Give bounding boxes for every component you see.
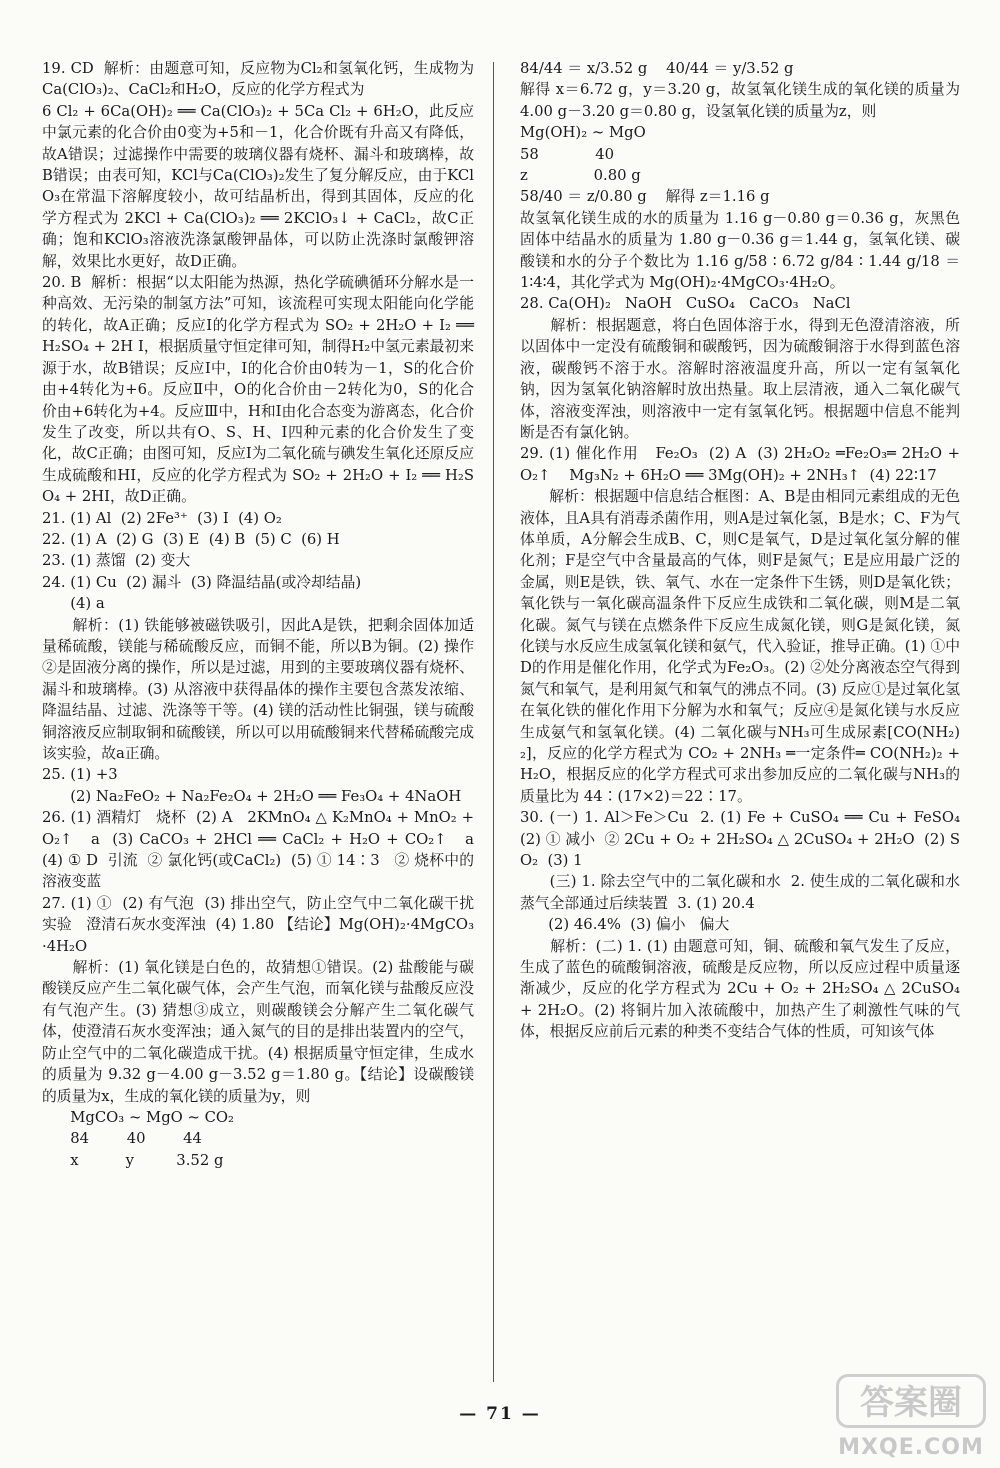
ratio-equations: 84/44 ＝ x/3.52 g 40/44 ＝ y/3.52 g xyxy=(520,60,794,77)
page-number: — 71 — xyxy=(459,1404,541,1424)
answer-27-unknowns: x y 3.52 g xyxy=(42,1151,224,1169)
left-column xyxy=(42,58,484,1171)
answer-20: 20. B 解析：根据“以太阳能为热源，热化学硫碘循环分解水是一种高效、无污染的制氢方法”可知，该流程可实现太阳能向化学能的转化，故A正确；反应Ⅰ的化学方程式为 SO₂ + 2H₂O + I₂ ══ H₂SO₄ + 2H I，根据质量守恒定律可知，制得H₂中氢元素最初来源于水，故B错误；反应Ⅰ中，I的化合价由0转为－1，S的化合价由+4转化为+6。反应Ⅱ中，O的化合价由－2转化为0，S的化合价由+6转化为+4。反应Ⅲ中，H和I由化合态变为游离态，化合价发生了改变，所以共有O、S、H、I四种元素的化合价发生了变化，故C正确；由图可知，反应Ⅰ为二氧化硫与碘发生氧化还原反应生成硫酸和HI，反应的化学方程式为 SO₂ + 2H₂O + I₂ ══ H₂SO₄ + 2HI，故D正确。 xyxy=(42,274,479,506)
right-column xyxy=(520,58,970,1043)
answer-21: 21. (1) Al (2) 2Fe³⁺ (3) I (4) O₂ xyxy=(42,509,282,527)
answer-27-masses: 84 40 44 xyxy=(42,1130,202,1148)
solve-z: 58/40 ＝ z/0.80 g 解得 z＝1.16 g xyxy=(520,188,770,206)
answer-27: 27. (1) ① (2) 有气泡 (3) 排出空气，防止空气中二氧化碳干扰实验 澄清石灰水变浑浊 (4) 1.80 【结论】Mg(OH)₂·4MgCO₃·4H₂O xyxy=(42,894,474,955)
answer-29-analysis: 解析：根据题中信息结合框图：A、B是由相同元素组成的无色液体，且A具有消毒杀菌作用，则A是过氧化氢，B是水；C、F为气体单质，A分解会生成B、C，则C是氧气，D是过氧化氢分解的催化剂；F是空气中含量最高的气体，则F是氮气；E是应用最广泛的金属，则E是铁，铁、氧气、水在一定条件下生锈，则D是氧化铁；氧化铁与一氧化碳高温条件下反应生成铁和二氧化碳，则M是二氧化碳。氮气与镁在点燃条件下反应生成氮化镁，则G是氮化镁，氮化镁与水反应生成氢氧化镁和氨气，代入验证，推导正确。(1) ①中D的作用是催化作用，化学式为Fe₂O₃。(2) ②处分离液态空气得到氮气和氧气，是利用氮气和氧气的沸点不同。(3) 反应①是过氧化氢在氧化铁的催化作用下分解为水和氧气；反应④是氮化镁与水反应生成氨气和氢氧化镁。(4) 二氧化碳与NH₃可生成尿素[CO(NH₂)₂]，反应的化学方程式为 CO₂ + 2NH₃ ═一定条件═ CO(NH₂)₂ + H₂O，根据反应的化学方程式可求出参加反应的二氧化碳与NH₃的质量比为 44∶(17×2)＝22∶17。 xyxy=(520,488,965,805)
answer-19-equation: 6 Cl₂ + 6Ca(OH)₂ ══ Ca(ClO₃)₂ + 5Ca Cl₂ + 6H₂O，此反应中氯元素的化合价由0变为+5和－1，化合价既有升高又有降低，故A错误；过滤操作中需要的玻璃仪器有烧杯、漏斗和玻璃棒，故B错误；由表可知，KCl与Ca(ClO₃)₂发生了复分解反应，由于KClO₃在常温下溶解度较小，故可结晶析出，得到其固体，反应的化学方程式为 2KCl + Ca(ClO₃)₂ ══ 2KClO₃↓ + CaCl₂，故C正确；饱和KClO₃溶液洗涤氯酸钾晶体，可以防止洗涤时氯酸钾溶解，效果比水更好，故D正确。 xyxy=(42,102,474,270)
answer-29: 29. (1) 催化作用 Fe₂O₃ (2) A (3) 2H₂O₂ ═Fe₂O₃═ 2H₂O + O₂↑ Mg₃N₂ + 6H₂O ══ 3Mg(OH)₂ + 2NH₃↑ (4) 22∶17 xyxy=(520,445,965,484)
answer-30-analysis: 解析：(二) 1. (1) 由题意可知，铜、硫酸和氧气发生了反应，生成了蓝色的硫酸铜溶液，硫酸是反应物，所以反应过程中质量逐渐减少，反应的化学方程式为 2Cu + O₂ + 2H₂SO₄ △ 2CuSO₄ + 2H₂O。(2) 将铜片加入浓硫酸中，加热产生了刺激性气味的气体，根据反应前后元素的种类不变结合气体的性质，可知该气体 xyxy=(520,937,965,1041)
answer-19: 19. CD 解析：由题意可知，反应物为Cl₂和氢氧化钙，生成物为Ca(ClO₃)₂、CaCl₂和H₂O，反应的化学方程式为 xyxy=(42,60,474,99)
relation-masses: 58 40 xyxy=(520,145,615,163)
solution-text: 解得 x＝6.72 g，y＝3.20 g，故氢氧化镁生成的氧化镁的质量为 4.00 g－3.20 g＝0.80 g，设氢氧化镁的质量为z，则 xyxy=(520,81,965,120)
answer-26: 26. (1) 酒精灯 烧杯 (2) A 2KMnO₄ △ K₂MnO₄ + MnO₂ + O₂↑ a (3) CaCO₃ + 2HCl ══ CaCl₂ + H₂O + CO₂↑ a (4) ① D 引流 ② 氯化钙(或CaCl₂) (5) ① 14∶3 ② 烧杯中的溶液变蓝 xyxy=(42,809,484,891)
answer-30-part3b: (2) 46.4% (3) 偏小 偏大 xyxy=(520,916,730,934)
answer-22: 22. (1) A (2) G (3) E (4) B (5) C (6) H xyxy=(42,530,340,548)
watermark-site: MXQE.COM xyxy=(838,1435,984,1460)
answer-30: 30. (一) 1. Al＞Fe＞Cu 2. (1) Fe + CuSO₄ ══ Cu + FeSO₄ (2) ① 减小 ② 2Cu + O₂ + 2H₂SO₄ △ 2CuSO₄ + 2H₂O (2) SO₂ (3) 1 xyxy=(520,809,970,870)
answer-24-analysis: 解析：(1) 铁能够被磁铁吸引，因此A是铁，把剩余固体加适量稀硫酸，镁能与稀硫酸反应，而铜不能，所以B为铜。(2) 操作②是固液分离的操作，所以是过滤，用到的主要玻璃仪器有烧杯、漏斗和玻璃棒。(3) 从溶液中获得晶体的操作主要包含蒸发浓缩、降温结晶、过滤、洗涤等干等。(4) 镁的活动性比铜强，镁与硫酸铜溶液反应制取铜和硫酸镁，所以可以用硫酸铜来代替稀硫酸完成该实验，故a正确。 xyxy=(42,616,474,762)
answer-25: 25. (1) +3 (2) Na₂FeO₂ + Na₂Fe₂O₄ + 2H₂O ══ Fe₃O₄ + 4NaOH xyxy=(42,766,462,805)
answer-28-analysis: 解析：根据题意，将白色固体溶于水，得到无色澄清溶液，所以固体中一定没有硫酸铜和碳酸钙，因为硫酸铜溶于水得到蓝色溶液，碳酸钙不溶于水。溶解时溶液温度升高，所以一定有氢氧化钠，因为氢氧化钠溶解时放出热量。取上层清液，通入二氧化碳气体，溶液变浑浊，则溶液中一定有氢氧化钙。根据题中信息不能判断是否有氯化钠。 xyxy=(520,316,960,441)
relation-mg: Mg(OH)₂ ~ MgO xyxy=(520,124,646,142)
column-divider xyxy=(493,62,494,1382)
answer-28: 28. Ca(OH)₂ NaOH CuSO₄ CaCO₃ NaCl xyxy=(520,295,851,313)
answer-30-part3: (三) 1. 除去空气中的二氧化碳和水 2. 使生成的二氧化碳和水蒸气全部通过后续装置 3. (1) 20.4 xyxy=(520,873,960,912)
watermark-logo xyxy=(836,1374,986,1460)
relation-unknowns: z 0.80 g xyxy=(520,167,641,185)
answer-24: 24. (1) Cu (2) 漏斗 (3) 降温结晶(或冷却结晶) (4) a xyxy=(42,573,362,613)
answer-27-analysis: 解析：(1) 氧化镁是白色的，故猜想①错误。(2) 盐酸能与碳酸镁反应产生二氧化碳气体，会产生气泡，而氧化镁与盐酸反应没有气泡产生。(3) 猜想③成立，则碳酸镁会分解产生二氧化碳气体，使澄清石灰水变浑浊；通入氮气的目的是排出装置内的空气，防止空气中的二氧化碳造成干扰。(4) 根据质量守恒定律，生成水的质量为 9.32 g－4.00 g－3.52 g＝1.80 g。【结论】设碳酸镁的质量为x，生成的氧化镁的质量为y，则 xyxy=(42,959,474,1105)
answer-27-relation: MgCO₃ ~ MgO ~ CO₂ xyxy=(42,1108,234,1126)
water-mass-text: 故氢氧化镁生成的水的质量为 1.16 g－0.80 g＝0.36 g，灰黑色固体中结晶水的质量为 1.80 g－0.36 g＝1.44 g，氢氧化镁、碳酸镁和水的分子个数比为 1.16 g/58 ∶ 6.72 g/84 ∶ 1.44 g/18 ＝ 1∶4∶4，其化学式为 Mg(OH)₂·4MgCO₃·4H₂O。 xyxy=(520,209,965,292)
answer-23: 23. (1) 蒸馏 (2) 变大 xyxy=(42,552,191,570)
watermark-logo-text: 答案圈 xyxy=(836,1374,986,1428)
